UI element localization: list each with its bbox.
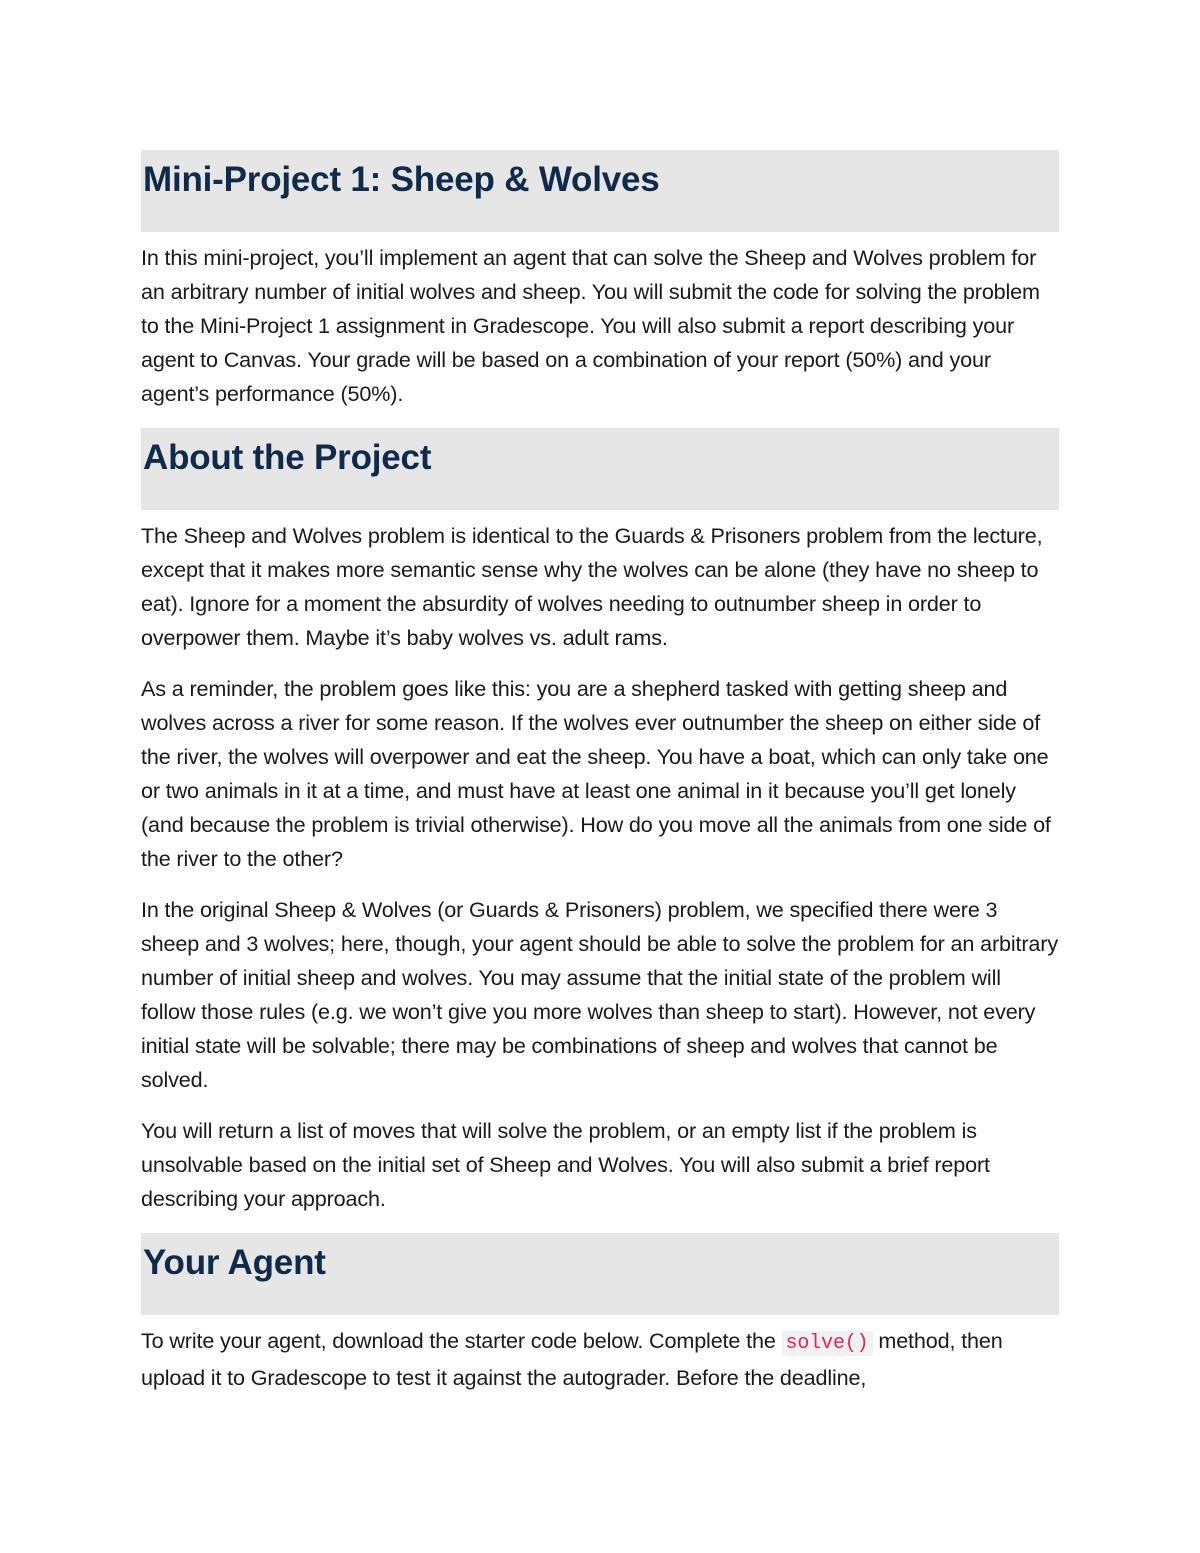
about-paragraph-4: You will return a list of moves that will solve the problem, or an empty list if the problem is unsolvable based on the initial set of Sheep and Wolves. You will also submit a brief report describing your approach. — [141, 1118, 990, 1211]
about-paragraph-2: As a reminder, the problem goes like this: you are a shepherd tasked with getting sheep and wolves across a river for some reason. If the wolves ever outnumber the sheep on either side of the river, the wolves will overpower and eat the sheep. You have a boat, which can only take one or two animals in it at a time, and must have at least one animal in it because you’ll get lonely (and because the problem is trivial otherwise). How do you move all the animals from one side of the river to the other? — [141, 676, 1051, 871]
about-paragraph-3: In the original Sheep & Wolves (or Guards & Prisoners) problem, we specified there were 3 sheep and 3 wolves; here, though, your agent should be able to solve the problem for an arbitrary number of initial sheep and wolves. You may assume that the initial state of the problem will follow those rules (e.g. we won’t give you more wolves than sheep to start). However, not every initial state will be solvable; there may be combinations of sheep and wolves that cannot be solved. — [141, 897, 1058, 1092]
about-paragraph-1: The Sheep and Wolves problem is identical to the Guards & Prisoners problem from the lecture, except that it makes more semantic sense why the wolves can be alone (they have no sheep to eat). Ignore for a moment the absurdity of wolves needing to outnumber sheep in order to overpower them. Maybe it’s baby wolves vs. adult rams. — [141, 523, 1043, 650]
intro-paragraph: In this mini-project, you’ll implement an agent that can solve the Sheep and Wolves problem for an arbitrary number of initial wolves and sheep. You will submit the code for solving the problem to the Mini-Project 1 assignment in Gradescope. You will also submit a report describing your agent to Canvas. Your grade will be based on a combination of your report (50%) and your agent’s performance (50%). — [141, 245, 1040, 406]
agent-text-after: method, then upload it to Gradescope to test it against the autograder. Before the deadline, — [141, 1328, 1003, 1390]
section-heading-box — [141, 150, 1059, 232]
solve-method-code: solve() — [782, 1331, 873, 1356]
section-heading-about: About the Project — [143, 438, 432, 477]
document-page — [141, 150, 1059, 1395]
agent-paragraph — [141, 1324, 1059, 1395]
section-heading-box — [141, 428, 1059, 510]
section-heading-box — [141, 1233, 1059, 1315]
page-title: Mini-Project 1: Sheep & Wolves — [143, 160, 660, 199]
section-heading-agent: Your Agent — [143, 1243, 326, 1282]
agent-text-before: To write your agent, download the starter code below. Complete the — [141, 1328, 782, 1353]
